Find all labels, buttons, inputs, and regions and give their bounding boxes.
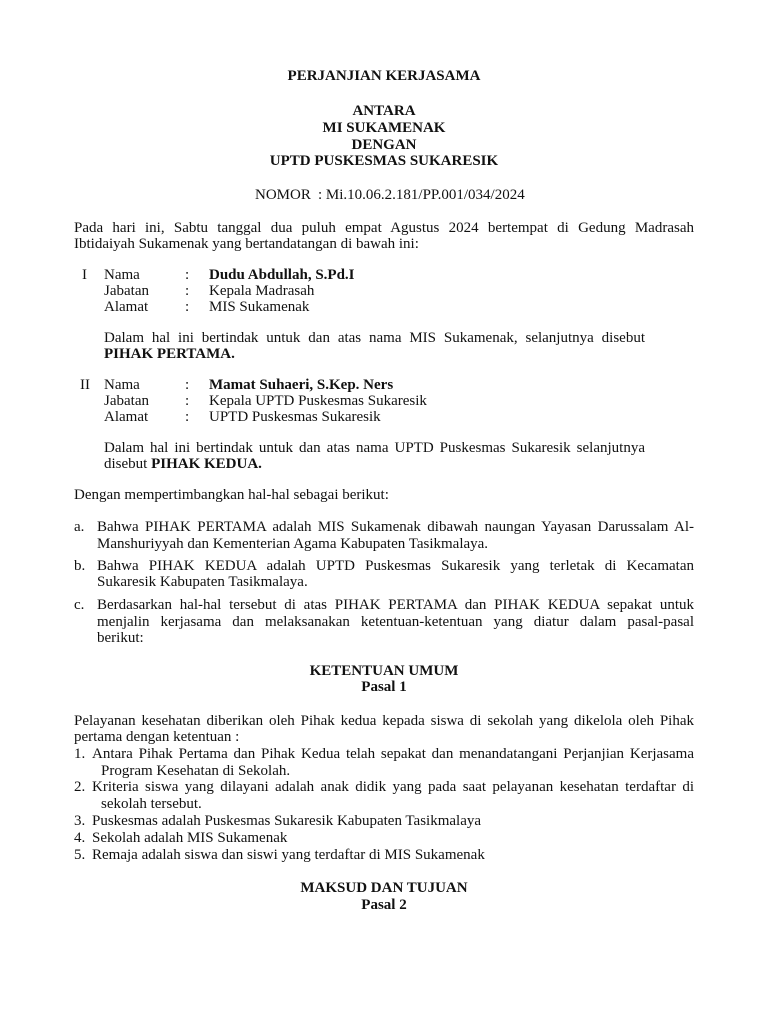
pihak1-desc-bold: PIHAK PERTAMA.: [104, 346, 235, 362]
section1-intro-line-2: pertama dengan ketentuan :: [74, 729, 240, 745]
pihak2-alamat-value: UPTD Puskesmas Sukaresik: [209, 409, 381, 425]
ketentuan-2-line-2: sekolah tersebut.: [101, 796, 202, 812]
intro-line-1: Pada hari ini, Sabtu tanggal dua puluh empat Agustus 2024 bertempat di Gedung Madrasah: [74, 220, 694, 236]
pihak2-alamat-colon: :: [185, 409, 190, 425]
section1-pasal: Pasal 1: [361, 679, 407, 695]
ketentuan-3-marker: 3.: [74, 813, 86, 829]
consideration-c-line-2: menjalin kerjasama dan melaksanakan ketentuan-ketentuan yang diatur dalam pasal-pasal: [97, 614, 694, 630]
consideration-a-line-1: Bahwa PIHAK PERTAMA adalah MIS Sukamenak dibawah naungan Yayasan Darussalam Al-: [97, 519, 694, 535]
section1-intro-line-1: Pelayanan kesehatan diberikan oleh Pihak kedua kepada siswa di sekolah yang dikelola oleh Pihak: [74, 713, 694, 729]
pihak1-alamat-colon: :: [185, 299, 190, 315]
consideration-a-line-2: Manshuriyyah dan Kementerian Agama Kabupaten Tasikmalaya.: [97, 536, 489, 552]
pihak2-desc-line-1: Dalam hal ini bertindak untuk dan atas nama UPTD Puskesmas Sukaresik selanjutnya: [104, 440, 645, 456]
pihak2-desc-bold: PIHAK KEDUA.: [151, 456, 262, 472]
pihak2-roman: II: [80, 377, 90, 393]
pihak2-alamat-label: Alamat: [104, 409, 149, 425]
pihak2-desc-pre: disebut: [104, 456, 152, 472]
header-antara: ANTARA: [352, 103, 416, 119]
pihak1-jabatan-colon: :: [185, 283, 190, 299]
pihak2-jabatan-label: Jabatan: [104, 393, 149, 409]
pihak1-desc-line-1: Dalam hal ini bertindak untuk dan atas nama MIS Sukamenak, selanjutnya disebut: [104, 330, 645, 346]
nomor-value: : Mi.10.06.2.181/PP.001/034/2024: [318, 187, 525, 203]
ketentuan-1-marker: 1.: [74, 746, 86, 762]
ketentuan-4-line-1: Sekolah adalah MIS Sukamenak: [92, 830, 288, 846]
consideration-a-marker: a.: [74, 519, 85, 535]
pihak1-jabatan-value: Kepala Madrasah: [209, 283, 315, 299]
pihak2-nama-label: Nama: [104, 377, 140, 393]
ketentuan-5-marker: 5.: [74, 847, 86, 863]
intro-line-2: Ibtidaiyah Sukamenak yang bertandatangan di bawah ini:: [74, 236, 419, 252]
considerations-heading: Dengan mempertimbangkan hal-hal sebagai berikut:: [74, 487, 389, 503]
nomor-label: NOMOR: [255, 187, 311, 203]
ketentuan-1-line-1: Antara Pihak Pertama dan Pihak Kedua telah sepakat dan menandatangani Perjanjian Kerjasama: [92, 746, 694, 762]
pihak1-jabatan-label: Jabatan: [104, 283, 149, 299]
header-dengan: DENGAN: [351, 137, 417, 153]
pihak1-alamat-value: MIS Sukamenak: [209, 299, 310, 315]
ketentuan-3-line-1: Puskesmas adalah Puskesmas Sukaresik Kabupaten Tasikmalaya: [92, 813, 482, 829]
pihak1-nama-label: Nama: [104, 267, 140, 283]
document-title: PERJANJIAN KERJASAMA: [287, 68, 481, 84]
ketentuan-5-line-1: Remaja adalah siswa dan siswi yang terdaftar di MIS Sukamenak: [92, 847, 485, 863]
pihak1-alamat-label: Alamat: [104, 299, 149, 315]
section2-pasal: Pasal 2: [361, 897, 407, 913]
section2-title: MAKSUD DAN TUJUAN: [300, 880, 468, 896]
header-party1: MI SUKAMENAK: [322, 120, 446, 136]
consideration-b-line-2: Sukaresik Kabupaten Tasikmalaya.: [97, 574, 308, 590]
ketentuan-4-marker: 4.: [74, 830, 86, 846]
pihak2-jabatan-colon: :: [185, 393, 190, 409]
ketentuan-2-marker: 2.: [74, 779, 86, 795]
ketentuan-1-line-2: Program Kesehatan di Sekolah.: [101, 763, 291, 779]
consideration-b-line-1: Bahwa PIHAK KEDUA adalah UPTD Puskesmas Sukaresik yang terletak di Kecamatan: [97, 558, 694, 574]
pihak1-roman: I: [82, 267, 87, 283]
pihak2-nama-colon: :: [185, 377, 190, 393]
pihak2-desc-line-2: [104, 456, 262, 473]
pihak1-nama-value: Dudu Abdullah, S.Pd.I: [209, 267, 355, 283]
consideration-c-line-3: berikut:: [97, 630, 144, 646]
section1-title: KETENTUAN UMUM: [309, 663, 459, 679]
pihak2-nama-value: Mamat Suhaeri, S.Kep. Ners: [209, 377, 394, 393]
pihak2-jabatan-value: Kepala UPTD Puskesmas Sukaresik: [209, 393, 427, 409]
pihak1-nama-colon: :: [185, 267, 190, 283]
consideration-c-marker: c.: [74, 597, 85, 613]
consideration-b-marker: b.: [74, 558, 86, 574]
header-party2: UPTD PUSKESMAS SUKARESIK: [269, 153, 499, 169]
ketentuan-2-line-1: Kriteria siswa yang dilayani adalah anak didik yang pada saat pelayanan kesehatan terdaftar di: [92, 779, 694, 795]
consideration-c-line-1: Berdasarkan hal-hal tersebut di atas PIHAK PERTAMA dan PIHAK KEDUA sepakat untuk: [97, 597, 694, 613]
